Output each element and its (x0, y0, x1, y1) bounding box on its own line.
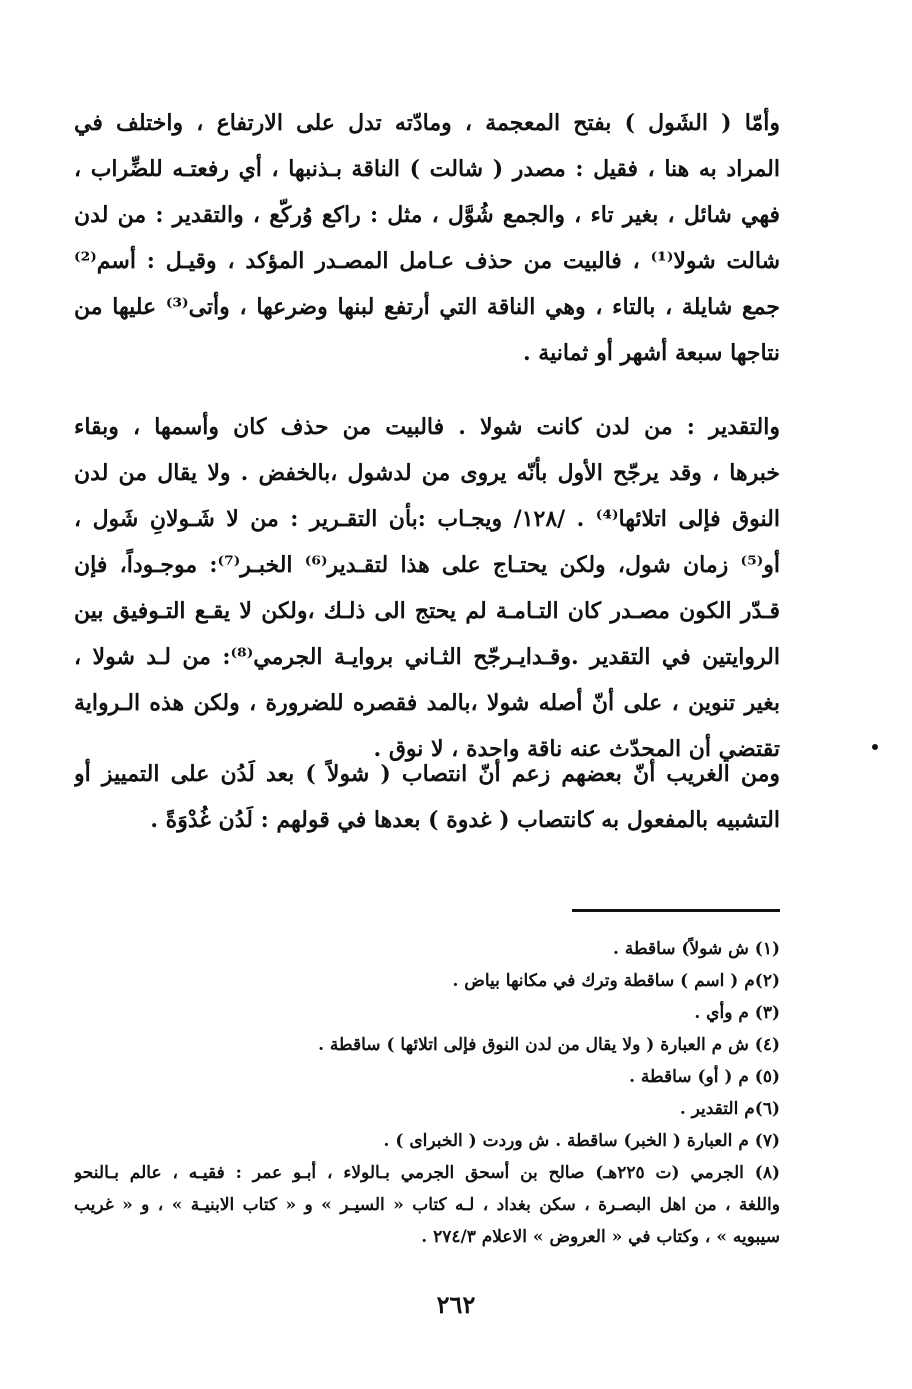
text-line: نتاجها سبعة أشهر أو ثمانية . (522, 340, 780, 366)
footnote-continuation: سيبويه » ، وكتاب في « العروض » الاعلام ٢٧٤/٣ . (421, 1227, 780, 1247)
footnote: (٥) م ( أو) ساقطة . (629, 1067, 780, 1087)
text-line: والتقدير : من لدن كانت شولا . فالبيت من حذف كان وأسمها ، وبقاء (74, 414, 780, 440)
text-line: أو⁽⁵⁾ زمان شول، ولكن يحتـاج على هذا لتقـدير⁽⁶⁾ الخبـر⁽⁷⁾: موجـوداً، فإن (74, 552, 780, 578)
footnote: (١) ش شولاً) ساقطة . (613, 939, 780, 959)
text-line: ومن الغريب أنّ بعضهم زعم أنّ انتصاب ( شولاً ) بعد لَدُن على التمييز أو (74, 761, 780, 787)
footnote: (٧) م العبارة ( الخبر) ساقطة . ش وردت ( الخبراى ) . (383, 1131, 780, 1151)
text-line: قـدّر الكون مصـدر كان التـامـة لم يحتج الى ذلـك ،ولكن لا يقـع التـوفيق بين (74, 598, 780, 624)
paragraph-2 (74, 404, 780, 772)
footnote: (٨) الجرمي (ت ٢٢٥هـ) صالح بن أسحق الجرمي بـالولاء ، أبـو عمر : فقيـه ، عالم بـالنحو (74, 1163, 780, 1183)
footnote: (٢)م ( اسم ) ساقطة وترك في مكانها بياض . (452, 971, 780, 991)
text-line: فهي شائل ، بغير تاء ، والجمع شُوَّل ، مثل : راكع وُركّع ، والتقدير : من لدن (74, 202, 780, 228)
text-line: المراد به هنا ، فقيل : مصدر ( شالت ) الناقة بـذنبها ، أي رفعتـه للضِّراب ، (74, 156, 780, 182)
footnote: (٦)م التقدير . (679, 1099, 780, 1119)
footnotes (74, 933, 780, 1253)
ink-speck (872, 744, 878, 750)
text-line: النوق فإلى اتلائها⁽⁴⁾ . /١٢٨/ ويجـاب :بأن التقـرير : من لا شَـولانِ شَول ، (74, 506, 780, 532)
footnote: (٤) ش م العبارة ( ولا يقال من لدن النوق فإلى اتلائها ) ساقطة . (318, 1035, 780, 1055)
footnote: (٣) م وأي . (694, 1003, 780, 1023)
text-line: التشبيه بالمفعول به كانتصاب ( غدوة ) بعدها في قولهم : لَدُن غُدْوَةً . (150, 807, 780, 833)
paragraph-3 (74, 751, 780, 843)
text-line: الروايتين في التقدير .وقـدايـرجّح الثـاني بروايـة الجرمي⁽⁸⁾: من لـد شولا ، (74, 644, 780, 670)
text-line: بغير تنوين ، على أنّ أصله شولا ،بالمد فقصره للضرورة ، ولكن هذه الـرواية (74, 690, 780, 716)
footnote-separator (572, 909, 780, 912)
text-line: وأمّا ( الشَول ) بفتح المعجمة ، ومادّته تدل على الارتفاع ، واختلف في (74, 110, 780, 136)
footnote-continuation: واللغة ، من اهل البصـرة ، سكن بغداد ، لـه كتاب « السيـر » و « كتاب الابنيـة » ، و « غريب (74, 1195, 780, 1215)
text-line: تقتضي أن المحدّث عنه ناقة واحدة ، لا نوق . (373, 736, 780, 762)
text-line: خبرها ، وقد يرجّح الأول بأنّه يروى من لدشول ،بالخفض . ولا يقال من لدن (74, 460, 780, 486)
paragraph-1 (74, 100, 780, 376)
text-line: جمع شايلة ، بالتاء ، وهي الناقة التي أرتفع لبنها وضرعها ، وأتى⁽³⁾ عليها من (74, 294, 780, 320)
page-number: ٢٦٢ (436, 1290, 476, 1319)
text-line: شالت شولا⁽¹⁾ ، فالبيت من حذف عـامل المصـدر المؤكد ، وقيـل : أسم⁽²⁾ (74, 248, 780, 274)
